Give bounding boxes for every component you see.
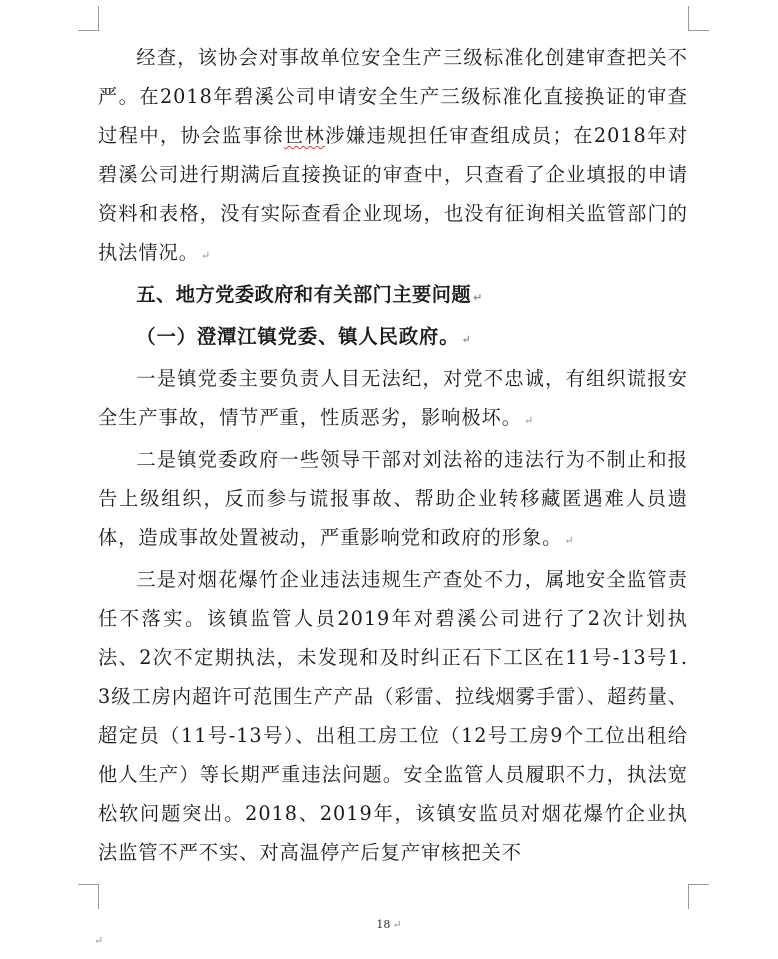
paragraph-mark-icon: ↵ (200, 249, 211, 262)
page-corner-mark-bottom-left (78, 884, 99, 909)
paragraph-point-two: 二是镇党委政府一些领导干部对刘法裕的违法行为不制止和报告上级组织，反而参与谎报事故、帮助企业转移藏匿遇难人员遗体，造成事故处置被动，严重影响党和政府的形象。 ↵ (98, 448, 688, 549)
paragraph-point-one: 一是镇党委主要负责人目无法纪，对党不忠诚，有组织谎报安全生产事故，情节严重，性质恶劣，影响极坏。 ↵ (98, 367, 688, 429)
page-corner-mark-bottom-right (688, 884, 709, 909)
spellcheck-flagged-word[interactable]: 世林 (283, 124, 326, 147)
paragraph-mark-icon: ↵ (473, 291, 483, 304)
document-body[interactable] (98, 38, 688, 872)
page-corner-mark-top-left (78, 6, 99, 31)
page-corner-mark-top-right (688, 6, 709, 31)
paragraph-mark-icon: ↵ (461, 333, 471, 346)
paragraph-mark-icon: ↵ (523, 414, 534, 427)
paragraph-mark-icon: ↵ (564, 534, 574, 547)
page-number: 18 ↵ (376, 918, 402, 931)
end-paragraph-mark-icon: ↵ (94, 934, 104, 947)
paragraph-point-three: 三是对烟花爆竹企业违法违规生产查处不力，属地安全监管责任不落实。该镇监管人员2019年对碧溪公司进行了2次计划执法、2次不定期执法，未发现和及时纠正石下工区在11号-13号1.3级工房内超许可范围生产产品（彩雷、拉线烟雾手雷）、超药量、超定员（11号-13号）、出租工房工位（12号工房9个工位出租给他人生产）等长期严重违法问题。安全监管人员履职不力，执法宽松软问题突出。2018、2019年，该镇安监员对烟花爆竹企业执法监管不严不实、对高温停产后复产审核把关不 (98, 568, 688, 864)
subsection-heading: （一）澄潭江镇党委、镇人民政府。 ↵ (136, 325, 471, 348)
paragraph-mark-icon: ↵ (392, 918, 402, 931)
paragraph-association-review: 经查，该协会对事故单位安全生产三级标准化创建审查把关不严。在2018年碧溪公司申请安全生产三级标准化直接换证的审查过程中，协会监事徐世林涉嫌违规担任审查组成员；在2018年对碧溪公司进行期满后直接换证的审查中，只查看了企业填报的申请资料和表格，没有实际查看企业现场，也没有征询相关监管部门的执法情况。 ↵ (98, 46, 689, 264)
section-heading: 五、地方党委政府和有关部门主要问题 ↵ (136, 283, 483, 306)
